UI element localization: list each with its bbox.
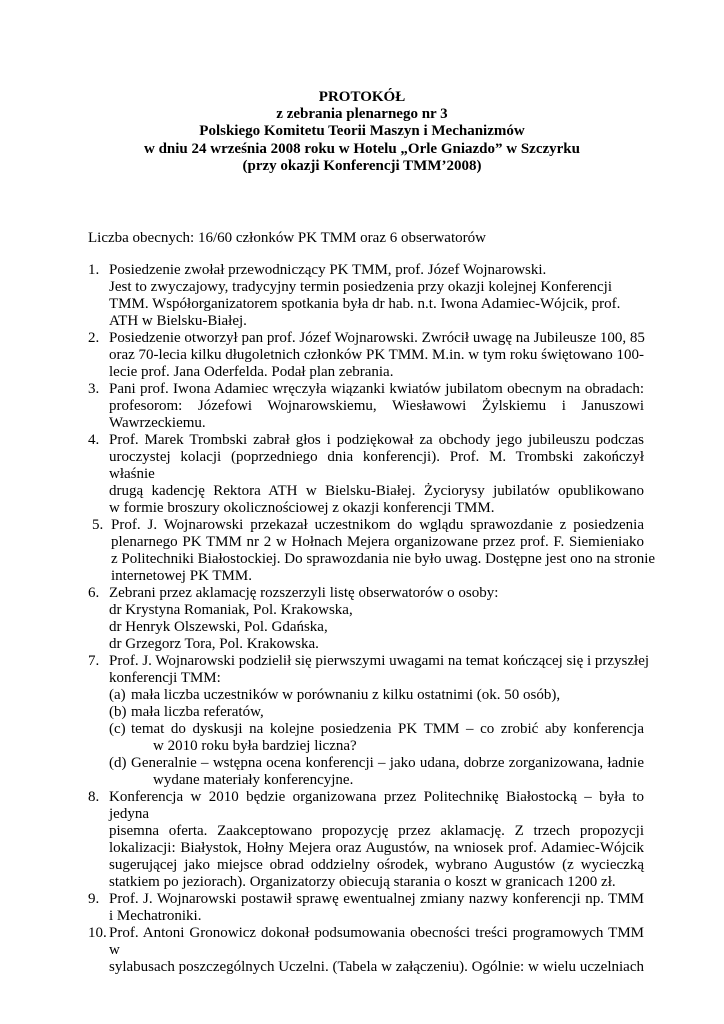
list-item bbox=[88, 789, 644, 891]
sub-item-label: (b) bbox=[109, 704, 127, 720]
item-number: 7. bbox=[88, 653, 100, 669]
list-item bbox=[88, 891, 644, 925]
sub-item-line: Generalnie – wstępna ocena konferencji – jako udana, dobrze zorganizowana, ładnie bbox=[131, 755, 644, 771]
item-line: Zebrani przez aklamację rozszerzyli listę obserwatorów o osoby: bbox=[109, 585, 499, 601]
attendance-line: Liczba obecnych: 16/60 członków PK TMM oraz 6 obserwatorów bbox=[88, 230, 486, 246]
item-line: plenarnego PK TMM nr 2 w Hołnach Mejera organizowane przez prof. F. Siemieniako bbox=[111, 534, 644, 550]
item-line: Posiedzenie zwołał przewodniczący PK TMM, prof. Józef Wojnarowski. bbox=[109, 262, 547, 278]
sub-item-label: (d) bbox=[109, 755, 127, 771]
list-item bbox=[88, 585, 644, 653]
item-number: 5. bbox=[92, 517, 104, 533]
item-line: pisemna oferta. Zaakceptowano propozycję przez aklamację. Z trzech propozycji bbox=[109, 823, 644, 839]
document-title: PROTOKÓŁ bbox=[318, 89, 406, 105]
item-number: 1. bbox=[88, 262, 100, 278]
item-number: 4. bbox=[88, 432, 100, 448]
item-line: Prof. J. Wojnarowski podzielił się pierwszymi uwagami na temat kończącej się i przyszłej bbox=[109, 653, 650, 669]
sub-item bbox=[109, 687, 644, 704]
item-line: Konferencja w 2010 będzie organizowana przez Politechnikę Białostocką – była to jedyna bbox=[109, 789, 644, 822]
list-item bbox=[88, 653, 650, 789]
sub-item bbox=[109, 755, 644, 789]
sub-item-label: (a) bbox=[109, 687, 126, 703]
sub-item bbox=[109, 704, 644, 721]
list-item bbox=[88, 517, 656, 585]
item-line: Wawrzeckiemu. bbox=[109, 415, 206, 431]
sub-item-label: (c) bbox=[109, 721, 126, 737]
item-line: sugerującej jako miejsce obrad oddzielny ośrodek, wybrano Augustów (z wycieczką bbox=[109, 857, 644, 873]
item-number: 3. bbox=[88, 381, 100, 397]
item-line: Jest to zwyczajowy, tradycyjny termin posiedzenia przy okazji kolejnej Konferencji bbox=[109, 279, 613, 295]
item-line: konferencji TMM: bbox=[109, 670, 221, 686]
item-line: w formie broszury okolicznościowej z okazji konferencji TMM. bbox=[109, 500, 495, 516]
item-line: profesorom: Józefowi Wojnarowskiemu, Wiesławowi Żylskiemu i Januszowi bbox=[109, 398, 644, 414]
item-line: Prof. Marek Trombski zabrał głos i podziękował za obchody jego jubileuszu podczas bbox=[109, 432, 644, 448]
sub-item bbox=[109, 721, 644, 755]
sub-item-line: wydane materiały konferencyjne. bbox=[153, 772, 354, 788]
item-number: 2. bbox=[88, 330, 100, 346]
meeting-subtitle: z zebrania plenarnego nr 3 bbox=[276, 106, 448, 123]
list-item bbox=[88, 330, 644, 381]
sub-item-line: w 2010 roku była bardziej liczna? bbox=[153, 738, 357, 754]
item-line: TMM. Współorganizatorem spotkania była dr hab. n.t. Iwona Adamiec-Wójcik, prof. bbox=[109, 296, 621, 312]
item-line: uroczystej kolacji (poprzedniego dnia konferencji). Prof. M. Trombski zakończył właśnie bbox=[109, 449, 644, 482]
item-line: sylabusach poszczególnych Uczelni. (Tabela w załączeniu). Ogólnie: w wielu uczelniach bbox=[109, 959, 644, 975]
list-item bbox=[88, 925, 644, 976]
sub-item-line: temat do dyskusji na kolejne posiedzenia PK TMM – co zrobić aby konferencja bbox=[131, 721, 644, 737]
item-number: 8. bbox=[88, 789, 100, 805]
item-line: Pani prof. Iwona Adamiec wręczyła wiązanki kwiatów jubilatom obecnym na obradach: bbox=[109, 381, 644, 397]
sub-item-line: mała liczba referatów, bbox=[131, 704, 264, 720]
item-line: dr Grzegorz Tora, Pol. Krakowska. bbox=[109, 636, 319, 652]
item-line: lecie prof. Jana Oderfelda. Podał plan zebrania. bbox=[109, 364, 394, 380]
item-number: 9. bbox=[88, 891, 100, 907]
item-line: drugą kadencję Rektora ATH w Bielsku-Białej. Życiorysy jubilatów opublikowano bbox=[109, 483, 644, 499]
item-line: Prof. J. Wojnarowski przekazał uczestnikom do wglądu sprawozdanie z posiedzenia bbox=[111, 517, 644, 533]
meeting-date-place: w dniu 24 września 2008 roku w Hotelu „Orle Gniazdo” w Szczyrku bbox=[144, 140, 580, 157]
item-line: internetowej PK TMM. bbox=[111, 568, 252, 584]
item-line: oraz 70-lecia kilku długoletnich członków PK TMM. M.in. w tym roku świętowano 100- bbox=[109, 347, 645, 363]
sub-item-line: mała liczba uczestników w porównaniu z kilku ostatnimi (ok. 50 osób), bbox=[131, 687, 561, 703]
item-line: z Politechniki Białostockiej. Do sprawozdania nie było uwag. Dostępne jest ono na stronie bbox=[111, 551, 656, 567]
item-line: lokalizacji: Białystok, Hołny Mejera oraz Augustów, na wniosek prof. Adamiec-Wójcik bbox=[109, 840, 644, 856]
item-line: statkiem po jeziorach). Organizatorzy obiecują starania o koszt w granicach 1200 zł. bbox=[109, 874, 616, 890]
document-heading bbox=[60, 89, 664, 175]
item-line: dr Henryk Olszewski, Pol. Gdańska, bbox=[109, 619, 328, 635]
list-item bbox=[88, 262, 644, 330]
list-item bbox=[88, 432, 644, 517]
minutes-list bbox=[88, 262, 656, 976]
committee-name: Polskiego Komitetu Teorii Maszyn i Mechanizmów bbox=[199, 123, 525, 140]
item-number: 6. bbox=[88, 585, 100, 601]
item-line: ATH w Bielsku-Białej. bbox=[109, 313, 247, 329]
item-line: i Mechatroniki. bbox=[109, 908, 202, 924]
item-line: Prof. J. Wojnarowski postawił sprawę ewentualnej zmiany nazwy konferencji np. TMM bbox=[109, 891, 644, 907]
item-number: 10. bbox=[88, 925, 107, 941]
list-item bbox=[88, 381, 644, 432]
item-line: Posiedzenie otworzył pan prof. Józef Wojnarowski. Zwrócił uwagę na Jubileusze 100, 85 bbox=[109, 330, 645, 346]
item-line: Prof. Antoni Gronowicz dokonał podsumowania obecności treści programowych TMM w bbox=[109, 925, 644, 958]
meeting-occasion: (przy okazji Konferencji TMM’2008) bbox=[242, 157, 482, 174]
item-line: dr Krystyna Romaniak, Pol. Krakowska, bbox=[109, 602, 353, 618]
